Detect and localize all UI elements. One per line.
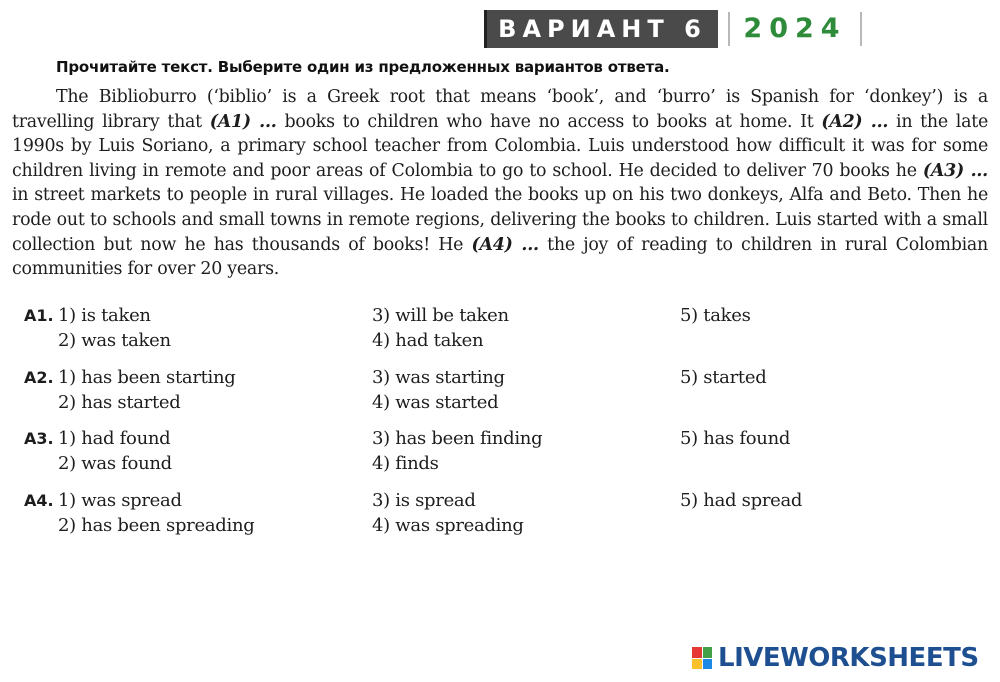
question-label: A1. [24, 306, 54, 325]
gap-a4: (A4) ... [471, 234, 539, 255]
gap-a2: (A2) ... [821, 111, 889, 132]
answer-option[interactable]: 3) has been finding [372, 428, 543, 449]
answer-option[interactable]: 1) was spread [58, 490, 182, 511]
answer-option[interactable]: 1) had found [58, 428, 171, 449]
answer-option[interactable]: 5) had spread [680, 490, 803, 511]
passage-text: books to children who have no access to books at home. It [276, 111, 822, 132]
gap-a1: (A1) ... [209, 111, 277, 132]
answer-option[interactable]: 1) is taken [58, 305, 151, 326]
answer-option[interactable]: 2) has started [58, 392, 181, 413]
answer-option[interactable]: 3) was starting [372, 367, 505, 388]
liveworksheets-icon [692, 647, 712, 669]
question-a4 [0, 489, 1000, 541]
reading-passage [12, 85, 988, 282]
answer-option[interactable]: 5) has found [680, 428, 791, 449]
question-a3 [0, 427, 1000, 479]
answer-option[interactable]: 3) is spread [372, 490, 476, 511]
answer-option[interactable]: 2) has been spreading [58, 515, 255, 536]
answer-option[interactable]: 4) finds [372, 453, 439, 474]
passage-text: in street markets to people in rural villages. He loaded the books up on his two donkeys, Alfa and Beto. Then he rode out to schools and small towns in remote regions, delivering the books to children. Luis started with a small collection but now he has thousands of books! He [12, 185, 988, 255]
answer-option[interactable]: 5) takes [680, 305, 751, 326]
variant-badge: ВАРИАНТ 6 [484, 10, 718, 48]
answer-option[interactable]: 3) will be taken [372, 305, 509, 326]
question-a1 [0, 304, 1000, 356]
passage-text: in the late 1990s by Luis Soriano, a primary school teacher from Colombia. Luis understood how difficult it was for some children living in remote and poor areas of Colombia to go to school. He decided to deliver 70 books he [12, 111, 988, 181]
gap-a3: (A3) ... [922, 160, 988, 181]
question-a2 [0, 366, 1000, 418]
answer-option[interactable]: 4) was spreading [372, 515, 524, 536]
answer-option[interactable]: 2) was found [58, 453, 172, 474]
passage-text: The Biblioburro (‘biblio’ is a Greek root that means ‘book’, and ‘burro’ is Spanish for ‘donkey’) is a travelling library that [12, 87, 988, 132]
question-label: A4. [24, 491, 54, 510]
year-badge: 2024 [728, 12, 862, 46]
passage-text: the joy of reading to children in rural Colombian communities for over 20 years. [12, 234, 988, 280]
liveworksheets-logo [692, 641, 979, 675]
instruction-heading: Прочитайте текст. Выберите один из предложенных вариантов ответа. [56, 58, 670, 76]
brand-name: LIVEWORKSHEETS [718, 643, 979, 673]
question-label: A3. [24, 429, 54, 448]
answer-option[interactable]: 1) has been starting [58, 367, 236, 388]
answer-option[interactable]: 4) was started [372, 392, 499, 413]
question-label: A2. [24, 368, 54, 387]
answer-option[interactable]: 5) started [680, 367, 767, 388]
answer-option[interactable]: 2) was taken [58, 330, 171, 351]
answer-option[interactable]: 4) had taken [372, 330, 484, 351]
